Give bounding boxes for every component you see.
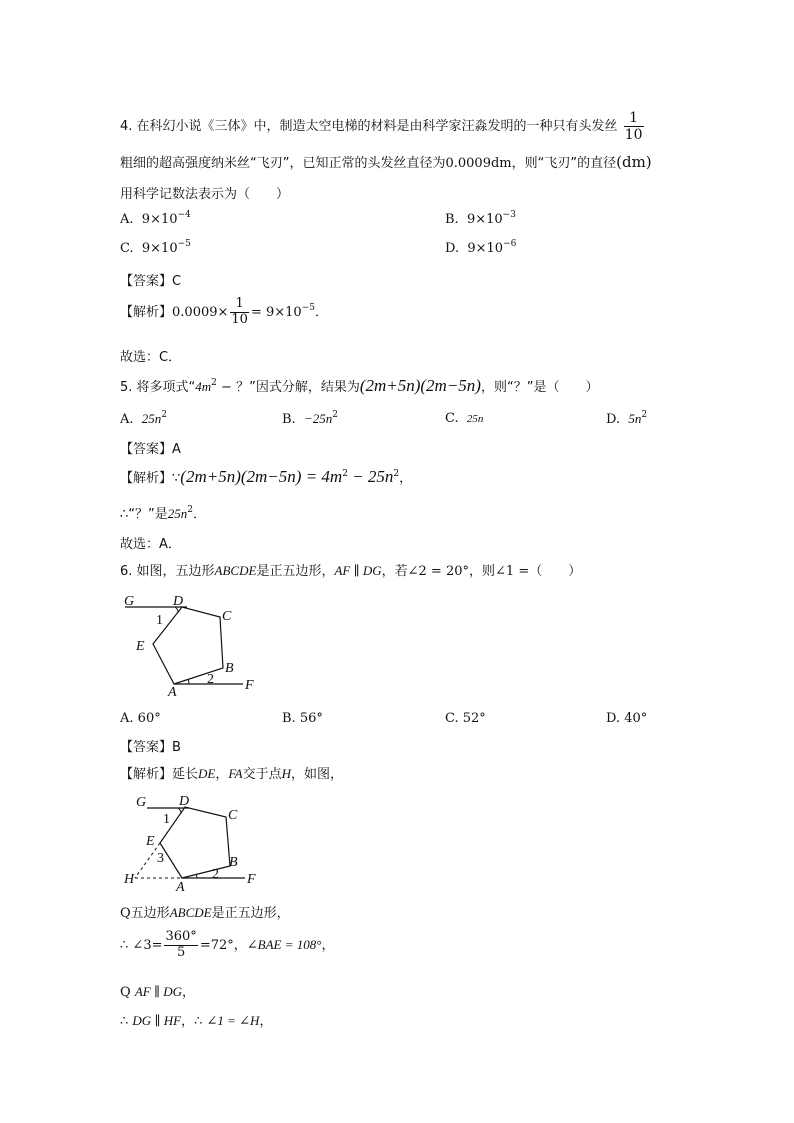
label-c: C [222,609,232,624]
q6-pentagon: ABCDE [214,563,257,578]
option-exponent: −6 [503,239,517,249]
q4-choose: 故选：C． [120,350,182,365]
q6-step-1 [120,902,290,921]
option-label: D. [606,711,621,726]
analysis-exp1: 2 [342,469,348,479]
analysis-label: 【解析】 [120,767,173,782]
label-g: G [124,594,135,609]
step4-angles: ∠1 = ∠H [206,1013,260,1028]
option-base: 9×10 [467,241,504,256]
analysis-label: 【解析】 [120,304,173,320]
option-text: 25n [466,413,484,425]
q6-stem [120,560,581,579]
analysis-sep: ， [215,767,229,782]
q5-stem [120,376,598,396]
option-exponent: 2 [641,410,648,420]
because-symbol: Q [120,906,131,921]
therefore-text: ∴“？”是 [120,507,168,522]
q4-line2-text-b: ，则“飞刃”的直径 [511,156,617,171]
q4-option-d [445,241,516,256]
label-angle-2: 2 [207,672,214,687]
q4-option-b [445,212,516,227]
q4-stem-text: 4. 在科幻小说《三体》中，制造太空电梯的材料是由科学家汪淼发明的一种只有头发丝 [120,119,618,135]
step3-parallel: AF ∥ DG [134,984,182,999]
q4-option-a [120,212,191,227]
option-text: 60° [137,711,161,726]
frac-num: 1 [230,297,249,313]
label-f: F [245,678,254,693]
q5-poly-exp: 2 [211,378,217,388]
option-text: −25n [303,411,333,426]
option-exponent: −4 [177,210,191,220]
analysis-de: DE [198,766,216,781]
q4-frac-num: 1 [624,110,644,127]
option-label: A. [120,412,134,427]
q6-option-b [282,711,323,726]
q4-unit: (dm) [616,153,652,171]
label-h: H [124,872,135,887]
option-label: C. [445,711,459,726]
option-exponent: −5 [177,239,191,249]
q4-stem-line2 [120,152,652,171]
q5-prefix: 5. 将多项式“ [120,380,196,395]
analysis-exp2: 2 [393,469,400,479]
q6-mid2: ，若 [381,564,408,579]
step3-end: ， [181,985,195,1000]
q6-prefix: 6. 如图，五边形 [120,564,215,579]
label-d: D [173,594,184,609]
because-symbol: ∵ [172,471,181,486]
q5-option-b [282,411,338,427]
step2-result: =72°， [199,937,247,953]
q6-step-4 [120,1010,272,1029]
label-b: B [229,855,238,870]
analysis-fraction [230,297,249,328]
q4-frac-den: 10 [624,127,643,144]
therefore-symbol: ∴ [120,937,129,953]
q6-option-d [606,711,647,726]
label-e: E [146,834,155,849]
therefore-value: 25n [167,506,188,521]
q5-mid: ”因式分解，结果为 [249,380,360,395]
label-angle-3: 3 [157,851,164,866]
therefore-symbol-2: ∴ [194,1014,203,1029]
option-label: B. [445,212,459,227]
analysis-exponent: −5 [301,302,315,313]
q6-parallel: AF ∥ DG [334,563,382,578]
step2-angle-bae: ∠BAE = 108° [246,936,322,952]
q4-line2-text-a: 粗细的超高强度纳米丝“飞刃”，已知正常的头发丝直径为 [120,156,446,171]
q4-stem-line1 [120,110,646,143]
q6-figure-2 [115,790,275,895]
q6-step-2 [120,930,334,961]
q4-analysis [120,297,328,328]
label-a: A [176,880,185,895]
q5-choose: 故选：A． [120,537,181,552]
q4-diameter-value: 0.0009dm [445,156,512,171]
option-label: A. [120,711,134,726]
pentagon [160,807,230,878]
q6-analysis [120,763,343,782]
option-label: D. [445,241,460,256]
q6-mid3: ，则 [469,564,496,579]
analysis-expr-b: = 9×10 [250,304,302,320]
q6-end: （ ） [529,564,582,579]
step2-end: ， [321,937,335,953]
label-angle-1: 1 [163,812,170,827]
q5-end: ，则“？”是（ ） [480,380,599,395]
step4-parallel: DG ∥ HF [132,1013,182,1028]
analysis-expr-a: 0.0009× [172,304,229,320]
label-d: D [179,794,190,809]
q5-option-a [120,411,167,427]
q5-therefore [120,503,206,522]
q6-angle2: ∠2 = 20° [407,564,470,579]
analysis-rhs: − 25n [347,467,394,486]
therefore-exp: 2 [187,505,193,515]
frac-num: 360° [165,929,197,944]
analysis-text-a: 延长 [172,767,199,782]
analysis-fa: FA [228,766,243,781]
q6-option-a [120,711,161,726]
frac-den: 10 [231,311,248,327]
q4-option-c [120,241,191,256]
q5-option-d [606,411,647,427]
label-b: B [225,661,234,676]
q5-analysis [120,467,412,487]
option-label: C. [445,411,459,426]
q6-answer: 【答案】B [120,740,181,755]
option-exponent: −3 [502,210,516,220]
q5-poly-b: − ？ [216,380,250,395]
because-symbol: Q [120,985,131,1000]
step2-fraction [164,930,197,961]
option-exponent: 2 [161,410,168,420]
label-angle-1: 1 [156,613,163,628]
label-f: F [247,872,256,887]
analysis-text-b: 交于点 [242,767,282,782]
q6-figure-1 [115,590,275,700]
option-text: 52° [462,711,486,726]
label-c: C [228,808,238,823]
q6-option-c [445,711,486,726]
frac-den: 5 [177,944,186,960]
step1-pentagon: ABCDE [169,905,212,920]
option-exponent: 2 [332,410,338,420]
option-base: 9×10 [141,212,178,227]
q5-option-c [445,411,483,426]
analysis-lhs: (2m+5n)(2m−5n) = 4m [180,467,343,486]
label-angle-2: 2 [212,867,219,882]
q6-step-3 [120,981,195,1000]
q4-fraction [624,110,644,143]
option-label: A. [120,212,134,227]
label-a: A [168,685,177,700]
option-base: 9×10 [466,212,503,227]
step2-angle3: ∠3= [132,937,163,953]
step4-sep: ， [181,1014,195,1029]
option-text: 25n [141,411,162,426]
label-e: E [136,639,145,654]
step1-text: 五边形 [130,906,170,921]
q6-mid1: 是正五边形， [256,564,335,579]
analysis-end: ． [314,304,328,320]
option-base: 9×10 [141,241,178,256]
analysis-text-c: ，如图， [291,767,344,782]
step1-end: 是正五边形， [211,906,290,921]
option-text: 40° [624,711,648,726]
label-g: G [136,795,147,810]
therefore-symbol: ∴ [120,1014,129,1029]
option-label: D. [606,412,621,427]
step4-end: ， [259,1014,273,1029]
q5-answer: 【答案】A [120,442,181,457]
q5-factors: (2m+5n)(2m−5n) [359,376,481,395]
therefore-end: ． [192,507,206,522]
option-text: 56° [299,711,323,726]
q4-answer: 【答案】C [120,274,182,289]
analysis-end: ， [399,471,413,486]
q5-poly-a: 4m [195,379,212,394]
q4-stem-line3: 用科学记数法表示为（ ） [120,187,290,202]
analysis-label: 【解析】 [120,471,173,486]
option-label: B. [282,711,296,726]
option-label: B. [282,412,296,427]
q6-angle1: ∠1 = [495,564,530,579]
option-text: 5n [628,411,642,426]
analysis-h: H [281,766,292,781]
option-label: C. [120,241,134,256]
